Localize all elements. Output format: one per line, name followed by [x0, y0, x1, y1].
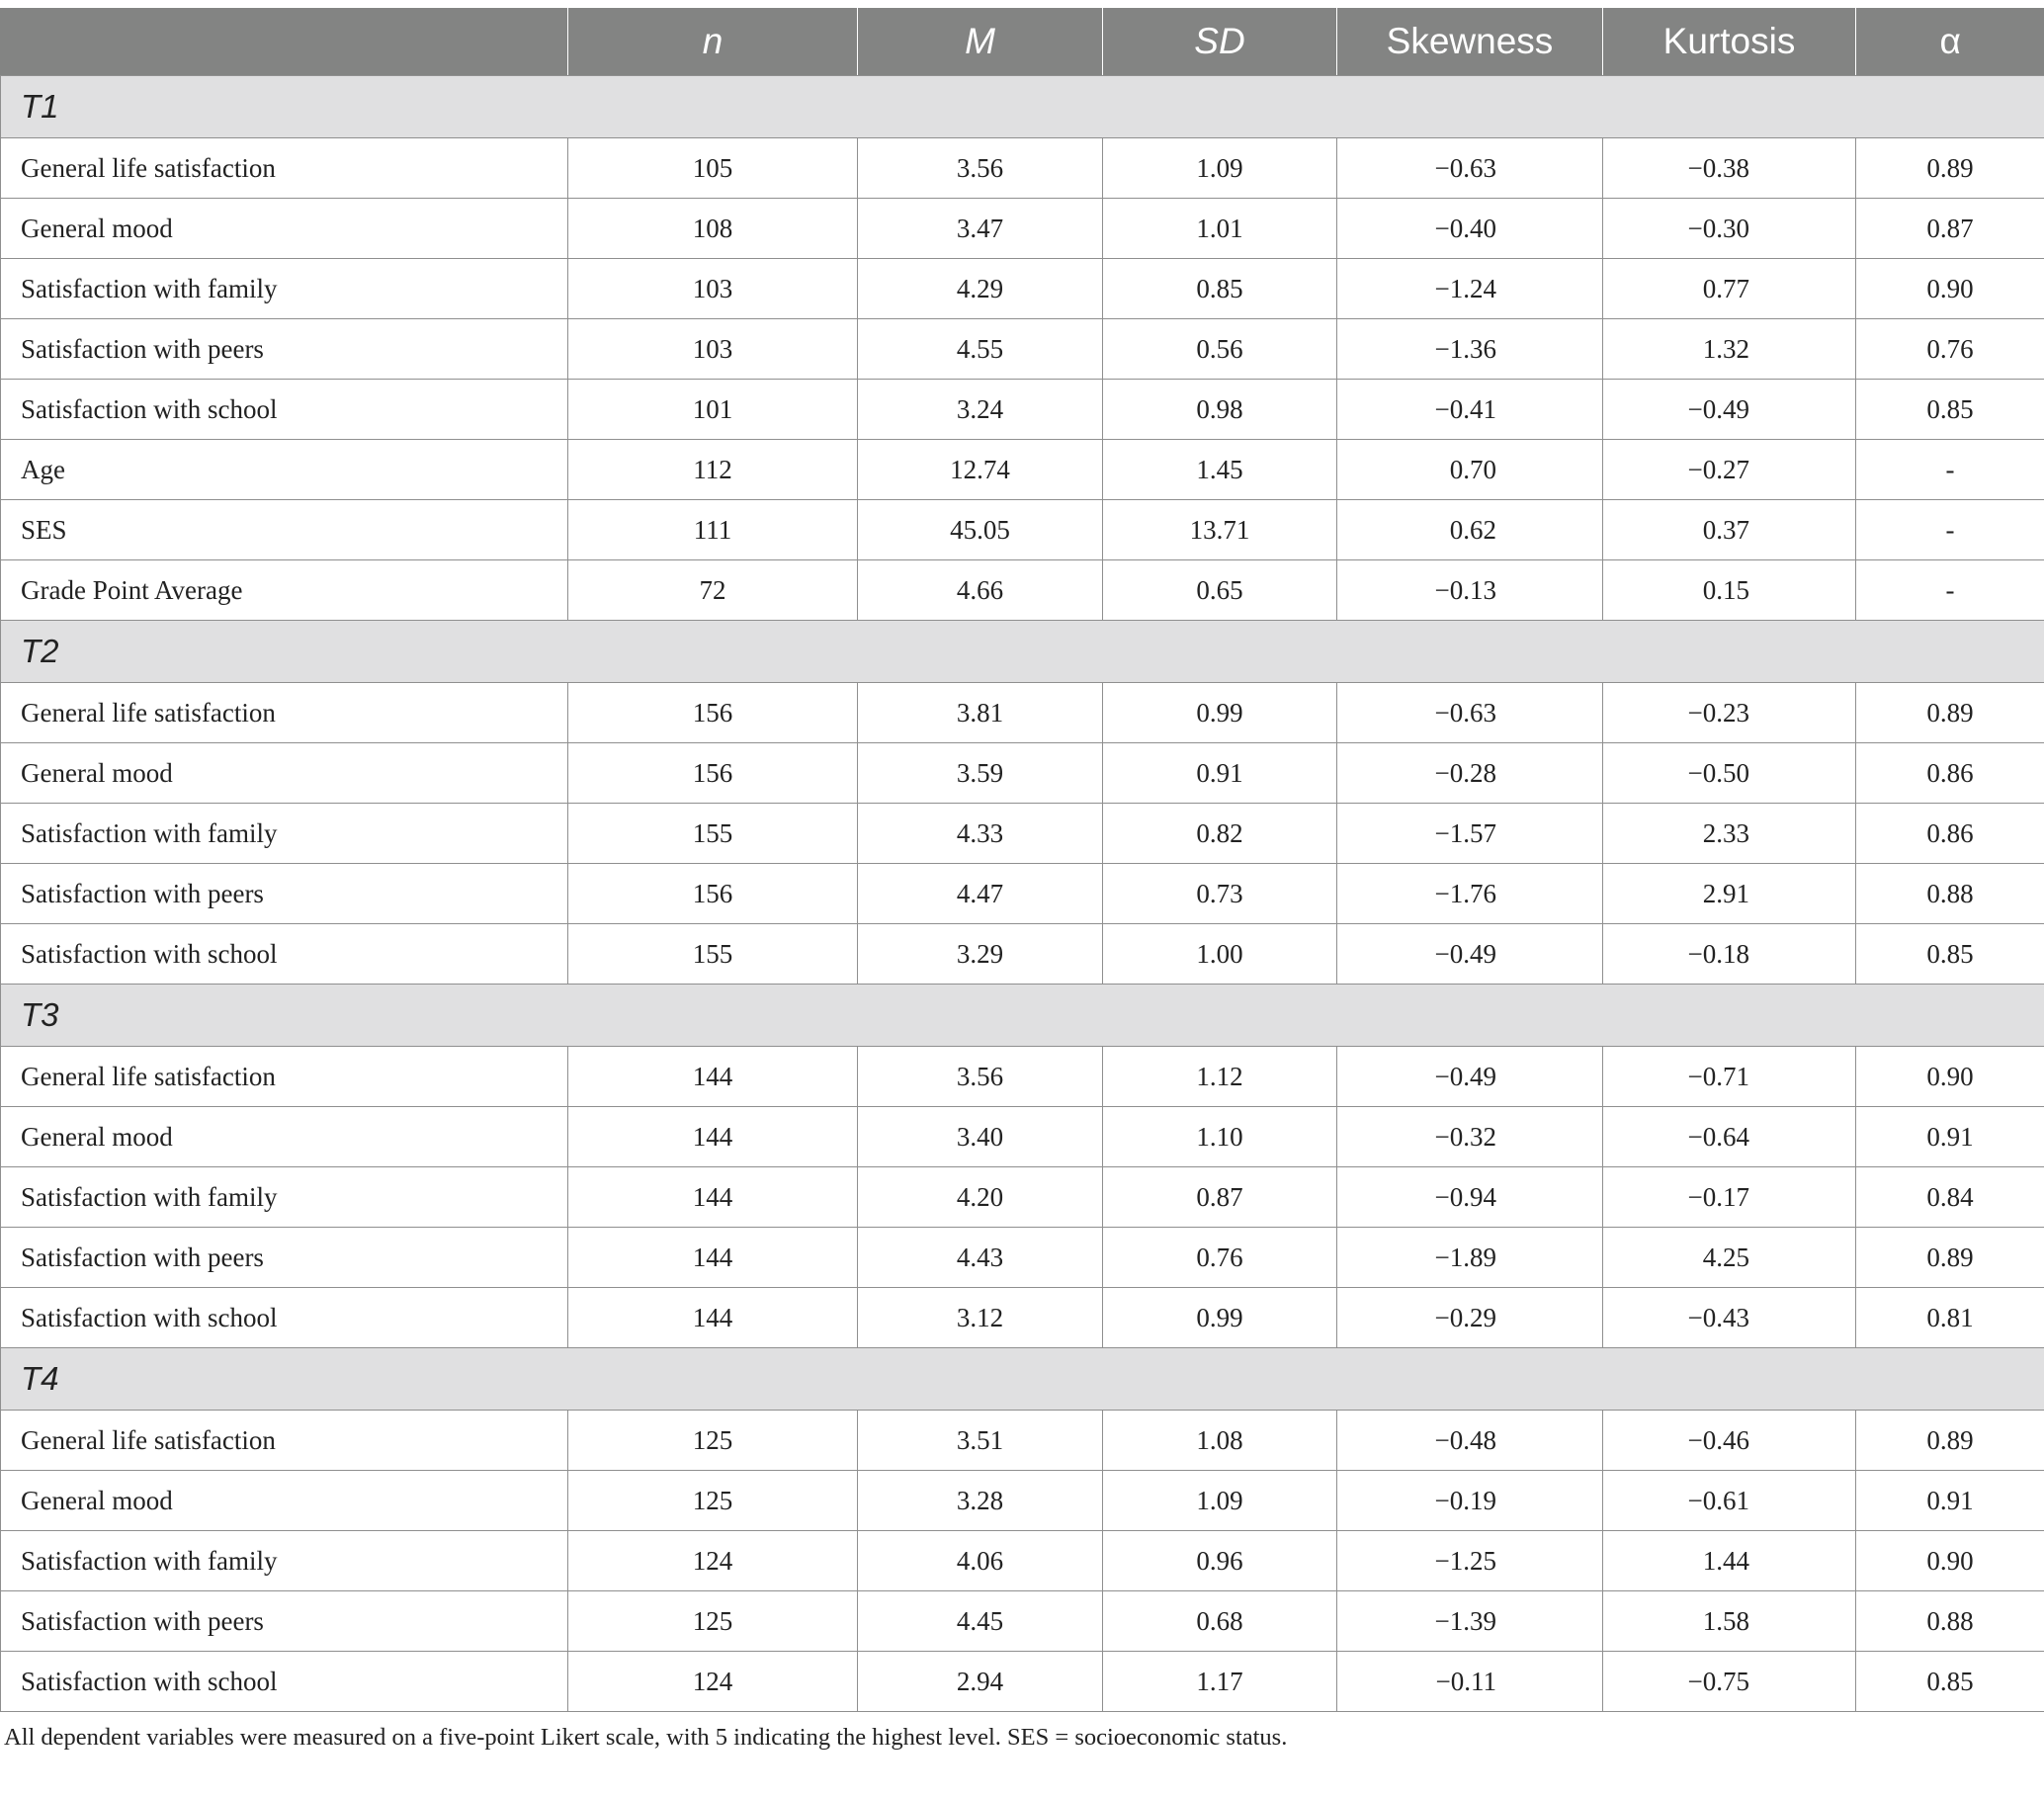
- header-n: n: [568, 8, 858, 76]
- cell-sd: 1.01: [1103, 199, 1337, 259]
- cell-kurtosis: −0.46: [1603, 1411, 1856, 1471]
- cell-n: 124: [568, 1652, 858, 1712]
- cell-variable: General mood: [1, 1471, 568, 1531]
- cell-skewness: −1.25: [1337, 1531, 1603, 1591]
- cell-n: 111: [568, 500, 858, 560]
- cell-mean: 3.56: [858, 138, 1103, 199]
- cell-variable: Satisfaction with school: [1, 1288, 568, 1348]
- cell-variable: General mood: [1, 199, 568, 259]
- cell-n: 103: [568, 259, 858, 319]
- cell-variable: Satisfaction with family: [1, 1531, 568, 1591]
- group-header-row: [1, 985, 2044, 1047]
- cell-alpha: 0.89: [1856, 683, 2044, 743]
- cell-sd: 0.99: [1103, 683, 1337, 743]
- cell-sd: 1.08: [1103, 1411, 1337, 1471]
- cell-kurtosis: 0.15: [1603, 560, 1856, 621]
- table-row: [1, 1411, 2044, 1471]
- cell-kurtosis: −0.71: [1603, 1047, 1856, 1107]
- cell-n: 112: [568, 440, 858, 500]
- table-row: [1, 804, 2044, 864]
- cell-n: 144: [568, 1047, 858, 1107]
- cell-kurtosis: −0.50: [1603, 743, 1856, 804]
- cell-n: 108: [568, 199, 858, 259]
- table-row: [1, 440, 2044, 500]
- table-row: [1, 743, 2044, 804]
- cell-alpha: 0.88: [1856, 864, 2044, 924]
- cell-sd: 1.09: [1103, 1471, 1337, 1531]
- cell-kurtosis: 4.25: [1603, 1228, 1856, 1288]
- cell-variable: Satisfaction with peers: [1, 864, 568, 924]
- cell-sd: 0.87: [1103, 1167, 1337, 1228]
- table-row: [1, 138, 2044, 199]
- cell-sd: 1.10: [1103, 1107, 1337, 1167]
- cell-mean: 3.47: [858, 199, 1103, 259]
- cell-variable: General life satisfaction: [1, 683, 568, 743]
- cell-mean: 3.59: [858, 743, 1103, 804]
- cell-skewness: −1.39: [1337, 1591, 1603, 1652]
- table-row: [1, 924, 2044, 985]
- cell-n: 156: [568, 864, 858, 924]
- cell-skewness: −0.48: [1337, 1411, 1603, 1471]
- cell-mean: 3.12: [858, 1288, 1103, 1348]
- cell-mean: 4.29: [858, 259, 1103, 319]
- cell-alpha: 0.81: [1856, 1288, 2044, 1348]
- cell-kurtosis: 1.58: [1603, 1591, 1856, 1652]
- cell-mean: 4.43: [858, 1228, 1103, 1288]
- cell-sd: 0.76: [1103, 1228, 1337, 1288]
- table-row: [1, 1047, 2044, 1107]
- cell-alpha: 0.85: [1856, 1652, 2044, 1712]
- cell-n: 144: [568, 1228, 858, 1288]
- cell-sd: 0.96: [1103, 1531, 1337, 1591]
- cell-mean: 4.33: [858, 804, 1103, 864]
- table-row: [1, 1591, 2044, 1652]
- cell-variable: General life satisfaction: [1, 1411, 568, 1471]
- cell-variable: General life satisfaction: [1, 138, 568, 199]
- cell-n: 125: [568, 1591, 858, 1652]
- table-row: [1, 683, 2044, 743]
- cell-alpha: 0.91: [1856, 1107, 2044, 1167]
- group-label: T4: [1, 1348, 2044, 1411]
- cell-kurtosis: 1.44: [1603, 1531, 1856, 1591]
- cell-skewness: 0.70: [1337, 440, 1603, 500]
- cell-sd: 0.65: [1103, 560, 1337, 621]
- cell-kurtosis: 2.91: [1603, 864, 1856, 924]
- cell-alpha: 0.89: [1856, 138, 2044, 199]
- cell-kurtosis: −0.75: [1603, 1652, 1856, 1712]
- table-row: [1, 1288, 2044, 1348]
- cell-n: 105: [568, 138, 858, 199]
- cell-variable: Satisfaction with school: [1, 380, 568, 440]
- cell-sd: 0.91: [1103, 743, 1337, 804]
- cell-variable: Satisfaction with peers: [1, 1228, 568, 1288]
- header-alpha: α: [1856, 8, 2044, 76]
- cell-sd: 1.09: [1103, 138, 1337, 199]
- cell-variable: Satisfaction with peers: [1, 319, 568, 380]
- cell-n: 125: [568, 1471, 858, 1531]
- cell-sd: 0.73: [1103, 864, 1337, 924]
- cell-skewness: −1.57: [1337, 804, 1603, 864]
- cell-mean: 4.55: [858, 319, 1103, 380]
- cell-mean: 3.51: [858, 1411, 1103, 1471]
- cell-alpha: 0.89: [1856, 1411, 2044, 1471]
- cell-skewness: −0.29: [1337, 1288, 1603, 1348]
- cell-alpha: 0.84: [1856, 1167, 2044, 1228]
- cell-alpha: 0.90: [1856, 1047, 2044, 1107]
- header-skewness: Skewness: [1337, 8, 1603, 76]
- cell-n: 144: [568, 1288, 858, 1348]
- cell-alpha: 0.90: [1856, 259, 2044, 319]
- cell-sd: 0.82: [1103, 804, 1337, 864]
- cell-sd: 1.00: [1103, 924, 1337, 985]
- cell-sd: 13.71: [1103, 500, 1337, 560]
- cell-sd: 1.12: [1103, 1047, 1337, 1107]
- cell-n: 101: [568, 380, 858, 440]
- cell-variable: Satisfaction with school: [1, 1652, 568, 1712]
- cell-mean: 3.40: [858, 1107, 1103, 1167]
- table-container: [0, 8, 2044, 1752]
- cell-kurtosis: 2.33: [1603, 804, 1856, 864]
- cell-sd: 0.68: [1103, 1591, 1337, 1652]
- cell-n: 156: [568, 683, 858, 743]
- cell-mean: 4.45: [858, 1591, 1103, 1652]
- group-header-row: [1, 1348, 2044, 1411]
- cell-mean: 12.74: [858, 440, 1103, 500]
- cell-kurtosis: −0.64: [1603, 1107, 1856, 1167]
- header-mean: M: [858, 8, 1103, 76]
- cell-skewness: −0.63: [1337, 138, 1603, 199]
- cell-n: 72: [568, 560, 858, 621]
- cell-skewness: −0.13: [1337, 560, 1603, 621]
- cell-skewness: −0.19: [1337, 1471, 1603, 1531]
- cell-skewness: −0.28: [1337, 743, 1603, 804]
- table-row: [1, 1652, 2044, 1712]
- header-variable: [1, 8, 568, 76]
- cell-alpha: 0.87: [1856, 199, 2044, 259]
- cell-n: 144: [568, 1167, 858, 1228]
- cell-alpha: 0.86: [1856, 804, 2044, 864]
- table-row: [1, 319, 2044, 380]
- cell-variable: General mood: [1, 1107, 568, 1167]
- cell-kurtosis: −0.30: [1603, 199, 1856, 259]
- cell-alpha: 0.85: [1856, 380, 2044, 440]
- cell-alpha: 0.90: [1856, 1531, 2044, 1591]
- cell-alpha: 0.86: [1856, 743, 2044, 804]
- cell-variable: General life satisfaction: [1, 1047, 568, 1107]
- cell-alpha: 0.91: [1856, 1471, 2044, 1531]
- descriptive-statistics-table: [0, 8, 2044, 1712]
- group-header-row: [1, 621, 2044, 683]
- cell-mean: 4.20: [858, 1167, 1103, 1228]
- table-row: [1, 380, 2044, 440]
- cell-skewness: 0.62: [1337, 500, 1603, 560]
- group-label: T1: [1, 76, 2044, 138]
- table-footnote: All dependent variables were measured on a five-point Likert scale, with 5 indicating the highest level. SES = socioeconomic status.: [4, 1724, 1288, 1751]
- cell-variable: Satisfaction with family: [1, 259, 568, 319]
- table-row: [1, 259, 2044, 319]
- cell-n: 156: [568, 743, 858, 804]
- cell-skewness: −0.49: [1337, 1047, 1603, 1107]
- cell-mean: 4.06: [858, 1531, 1103, 1591]
- cell-kurtosis: −0.61: [1603, 1471, 1856, 1531]
- cell-n: 124: [568, 1531, 858, 1591]
- cell-sd: 0.56: [1103, 319, 1337, 380]
- cell-skewness: −0.49: [1337, 924, 1603, 985]
- cell-variable: Age: [1, 440, 568, 500]
- cell-n: 125: [568, 1411, 858, 1471]
- cell-alpha: -: [1856, 560, 2044, 621]
- cell-skewness: −1.24: [1337, 259, 1603, 319]
- cell-mean: 3.29: [858, 924, 1103, 985]
- cell-kurtosis: −0.17: [1603, 1167, 1856, 1228]
- cell-n: 155: [568, 924, 858, 985]
- table-row: [1, 560, 2044, 621]
- cell-kurtosis: −0.49: [1603, 380, 1856, 440]
- cell-n: 103: [568, 319, 858, 380]
- cell-sd: 0.98: [1103, 380, 1337, 440]
- cell-skewness: −0.32: [1337, 1107, 1603, 1167]
- cell-alpha: 0.89: [1856, 1228, 2044, 1288]
- table-row: [1, 199, 2044, 259]
- cell-skewness: −0.94: [1337, 1167, 1603, 1228]
- cell-kurtosis: 0.77: [1603, 259, 1856, 319]
- cell-mean: 3.24: [858, 380, 1103, 440]
- cell-kurtosis: −0.43: [1603, 1288, 1856, 1348]
- cell-alpha: -: [1856, 500, 2044, 560]
- cell-alpha: 0.85: [1856, 924, 2044, 985]
- cell-mean: 4.66: [858, 560, 1103, 621]
- header-sd: SD: [1103, 8, 1337, 76]
- group-label: T3: [1, 985, 2044, 1047]
- cell-variable: SES: [1, 500, 568, 560]
- cell-mean: 3.28: [858, 1471, 1103, 1531]
- cell-alpha: -: [1856, 440, 2044, 500]
- cell-skewness: −0.63: [1337, 683, 1603, 743]
- cell-skewness: −1.89: [1337, 1228, 1603, 1288]
- cell-skewness: −1.36: [1337, 319, 1603, 380]
- table-row: [1, 500, 2044, 560]
- cell-skewness: −0.11: [1337, 1652, 1603, 1712]
- cell-kurtosis: −0.18: [1603, 924, 1856, 985]
- cell-skewness: −0.41: [1337, 380, 1603, 440]
- table-row: [1, 1107, 2044, 1167]
- table-row: [1, 1531, 2044, 1591]
- cell-variable: Satisfaction with peers: [1, 1591, 568, 1652]
- cell-alpha: 0.76: [1856, 319, 2044, 380]
- cell-variable: Satisfaction with family: [1, 1167, 568, 1228]
- cell-n: 144: [568, 1107, 858, 1167]
- cell-alpha: 0.88: [1856, 1591, 2044, 1652]
- group-header-row: [1, 76, 2044, 138]
- cell-variable: Grade Point Average: [1, 560, 568, 621]
- cell-mean: 45.05: [858, 500, 1103, 560]
- cell-sd: 0.99: [1103, 1288, 1337, 1348]
- cell-n: 155: [568, 804, 858, 864]
- cell-skewness: −0.40: [1337, 199, 1603, 259]
- cell-skewness: −1.76: [1337, 864, 1603, 924]
- cell-sd: 0.85: [1103, 259, 1337, 319]
- cell-kurtosis: 0.37: [1603, 500, 1856, 560]
- group-label: T2: [1, 621, 2044, 683]
- header-kurtosis: Kurtosis: [1603, 8, 1856, 76]
- table-row: [1, 1167, 2044, 1228]
- table-body: [1, 76, 2044, 1712]
- header-row: [1, 8, 2044, 76]
- cell-kurtosis: −0.23: [1603, 683, 1856, 743]
- cell-mean: 3.56: [858, 1047, 1103, 1107]
- cell-mean: 3.81: [858, 683, 1103, 743]
- cell-variable: General mood: [1, 743, 568, 804]
- cell-variable: Satisfaction with family: [1, 804, 568, 864]
- cell-sd: 1.17: [1103, 1652, 1337, 1712]
- cell-mean: 4.47: [858, 864, 1103, 924]
- table-row: [1, 1228, 2044, 1288]
- cell-kurtosis: −0.27: [1603, 440, 1856, 500]
- cell-mean: 2.94: [858, 1652, 1103, 1712]
- cell-kurtosis: −0.38: [1603, 138, 1856, 199]
- table-row: [1, 864, 2044, 924]
- cell-kurtosis: 1.32: [1603, 319, 1856, 380]
- cell-variable: Satisfaction with school: [1, 924, 568, 985]
- cell-sd: 1.45: [1103, 440, 1337, 500]
- table-row: [1, 1471, 2044, 1531]
